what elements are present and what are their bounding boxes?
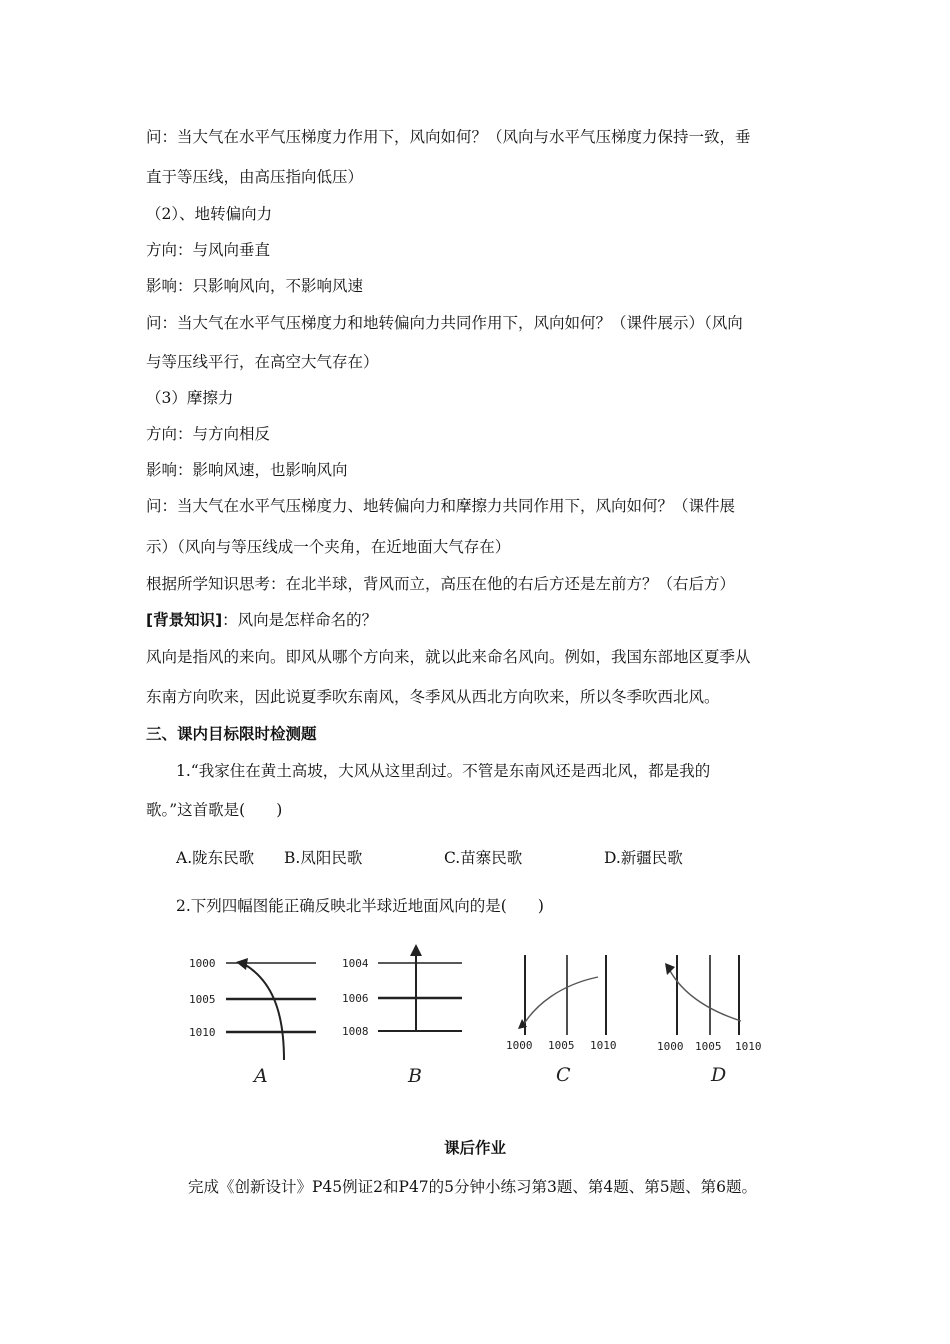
question-1-cont: 歌。”这首歌是( ) xyxy=(146,801,283,819)
isobar-label: 1006 xyxy=(342,992,369,1005)
diagram-a xyxy=(186,940,326,1090)
isobar-label: 1005 xyxy=(695,1040,722,1053)
text-line: 影响：只影响风向，不影响风速 xyxy=(146,277,364,295)
homework-title: 课后作业 xyxy=(443,1139,506,1157)
diagram-letter: B xyxy=(408,1065,422,1087)
text-line: 问：当大气在水平气压梯度力和地转偏向力共同作用下，风向如何？（课件展示）（风向 xyxy=(146,314,743,332)
diagram-c xyxy=(500,945,630,1090)
text-line: 与等压线平行，在高空大气存在） xyxy=(146,353,379,371)
isobar-label: 1010 xyxy=(590,1039,617,1052)
diagram-b xyxy=(340,940,470,1090)
isobar-label: 1005 xyxy=(189,993,216,1006)
question-1: 1.“我家住在黄土高坡，大风从这里刮过。不管是东南风还是西北风，都是我的 xyxy=(176,762,711,780)
diagram-letter: D xyxy=(711,1064,727,1086)
isobar-label: 1000 xyxy=(657,1040,684,1053)
wind-arrow xyxy=(244,964,284,1060)
subheading-friction: （3）摩擦力 xyxy=(146,389,234,407)
homework-text: 完成《创新设计》P45例证2和P47的5分钟小练习第3题、第4题、第5题、第6题。 xyxy=(188,1178,757,1196)
isobar-label: 1000 xyxy=(189,957,216,970)
background-label: [背景知识] xyxy=(146,611,223,629)
text-line: 方向：与方向相反 xyxy=(146,425,271,443)
text-line: 直于等压线，由高压指向低压） xyxy=(146,168,364,186)
text-line: 风向是指风的来向。即风从哪个方向来，就以此来命名风向。例如，我国东部地区夏季从 xyxy=(146,648,751,666)
arrow-head-icon xyxy=(410,944,422,956)
option-c: C.苗寨民歌 xyxy=(444,849,523,867)
isobar-label: 1005 xyxy=(548,1039,575,1052)
option-d: D.新疆民歌 xyxy=(604,849,683,867)
text-line: 东南方向吹来，因此说夏季吹东南风，冬季风从西北方向吹来，所以冬季吹西北风。 xyxy=(146,688,720,706)
background-knowledge xyxy=(146,610,377,630)
isobar-label: 1008 xyxy=(342,1025,369,1038)
isobar-label: 1010 xyxy=(189,1026,216,1039)
wind-arrow xyxy=(669,969,741,1021)
question-2: 2.下列四幅图能正确反映北半球近地面风向的是( ) xyxy=(176,897,544,915)
isobar-label: 1004 xyxy=(342,957,369,970)
arrow-head-icon xyxy=(236,958,248,970)
arrow-head-icon xyxy=(665,963,675,975)
text-line: 问：当大气在水平气压梯度力、地转偏向力和摩擦力共同作用下，风向如何？（课件展 xyxy=(146,497,736,515)
option-a: A.陇东民歌 xyxy=(176,849,255,867)
isobar-label: 1000 xyxy=(506,1039,533,1052)
text-line: 问：当大气在水平气压梯度力作用下，风向如何？（风向与水平气压梯度力保持一致，垂 xyxy=(146,128,751,146)
text-line: 根据所学知识思考：在北半球，背风而立，高压在他的右后方还是左前方？（右后方） xyxy=(146,575,736,593)
section-heading: 三、课内目标限时检测题 xyxy=(146,725,317,743)
diagram-letter: A xyxy=(254,1065,268,1087)
isobar-label: 1010 xyxy=(735,1040,762,1053)
option-b: B.凤阳民歌 xyxy=(284,849,363,867)
text-line: 影响：影响风速，也影响风向 xyxy=(146,461,348,479)
subheading-coriolis: （2）、地转偏向力 xyxy=(146,205,273,223)
diagram-letter: C xyxy=(556,1064,571,1086)
text-line: 方向：与风向垂直 xyxy=(146,241,271,259)
text-line: 示）（风向与等压线成一个夹角，在近地面大气存在） xyxy=(146,538,511,556)
background-question: ：风向是怎样命名的？ xyxy=(222,611,378,629)
diagram-d xyxy=(655,945,785,1090)
wind-arrow xyxy=(522,977,598,1027)
